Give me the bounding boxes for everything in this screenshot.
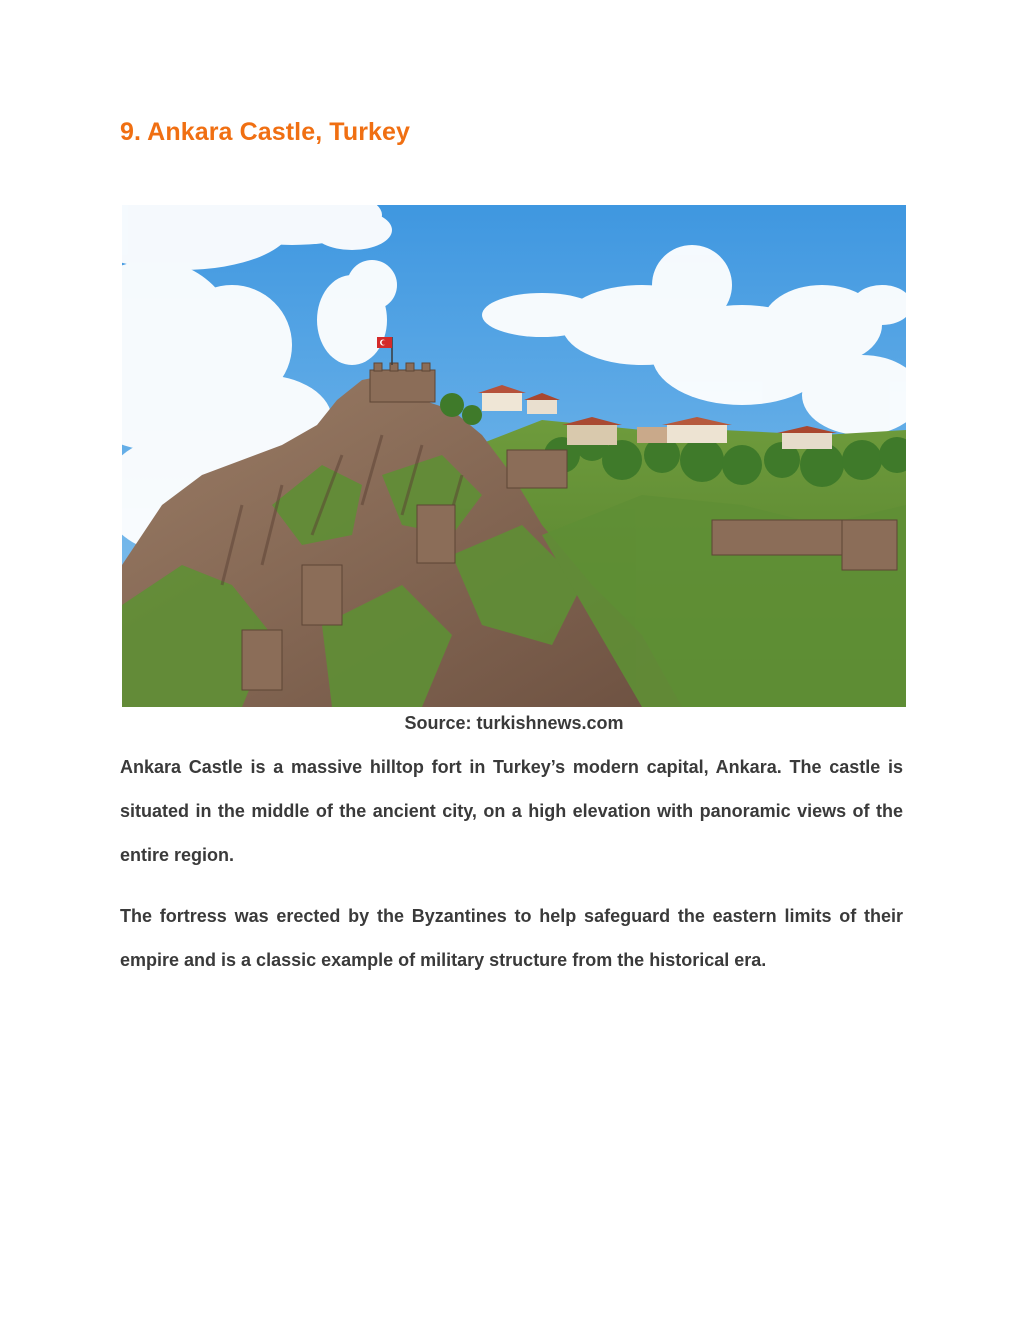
image-caption: Source: turkishnews.com <box>404 713 624 733</box>
section-heading: 9. Ankara Castle, Turkey <box>120 118 411 146</box>
paragraph-2: The fortress was erected by the Byzantines to help safeguard the eastern limits of their empire and is a classic example of military structure from the historical era. <box>120 906 903 970</box>
paragraph-1: Ankara Castle is a massive hilltop fort in Turkey’s modern capital, Ankara. The castle is situated in the middle of the ancient city, on a high elevation with panoramic views of the entire region. <box>120 757 903 865</box>
ankara-castle-photo <box>122 205 906 707</box>
